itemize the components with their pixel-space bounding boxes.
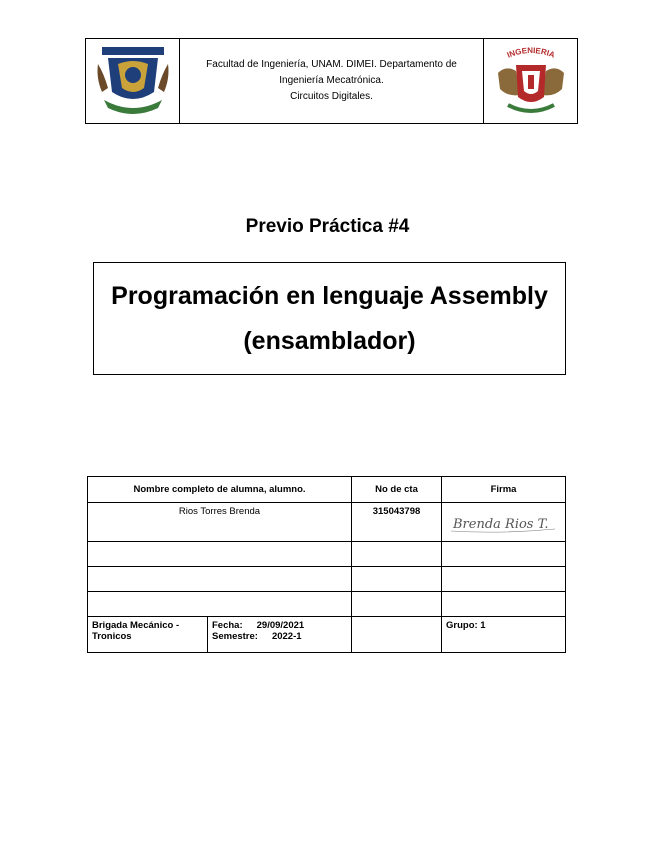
empty-cell (352, 567, 442, 592)
empty-cell (442, 592, 566, 617)
svg-text:Brenda Rios T.: Brenda Rios T. (452, 517, 549, 532)
empty-cell (88, 567, 352, 592)
date-value: 29/09/2021 (256, 620, 305, 631)
header-signature: Firma (442, 477, 566, 503)
title-line-2: (ensamblador) (243, 326, 416, 355)
signature-icon (449, 507, 559, 535)
date-label: Fecha: (212, 620, 243, 631)
header-name: Nombre completo de alumna, alumno. (88, 477, 352, 503)
student-name: Rios Torres Brenda (178, 506, 261, 517)
empty-cell (442, 542, 566, 567)
empty-cell (88, 542, 352, 567)
practice-subtitle: Previo Práctica #4 (245, 216, 410, 237)
title-line-1: Programación en lenguaje Assembly (111, 281, 548, 310)
empty-cell (442, 567, 566, 592)
header-account: No de cta (352, 477, 442, 503)
engineering-logo-cell (483, 39, 577, 123)
unam-seal-icon (94, 44, 172, 118)
table-header-row (88, 477, 566, 503)
account-number-cell (352, 503, 442, 542)
date-semester-cell (208, 617, 352, 653)
group-cell (442, 617, 566, 653)
student-info-table (87, 476, 566, 653)
header-line-1: Facultad de Ingeniería, UNAM. DIMEI. Departamento de (206, 59, 457, 70)
table-row (88, 617, 566, 653)
engineering-seal-icon (492, 43, 570, 119)
table-row (88, 592, 566, 617)
signature-cell (442, 503, 566, 542)
date-row (212, 620, 347, 631)
document-header (85, 38, 578, 124)
empty-cell (88, 592, 352, 617)
empty-cell (352, 542, 442, 567)
signature-image (446, 506, 561, 536)
svg-text:INGENIERIA: INGENIERIA (505, 45, 556, 60)
title-box (93, 262, 566, 375)
table-row (88, 503, 566, 542)
semester-row (212, 631, 347, 642)
table-row (88, 567, 566, 592)
group-text: Grupo: 1 (446, 620, 486, 631)
empty-cell (352, 617, 442, 653)
empty-cell (352, 592, 442, 617)
semester-label: Semestre: (212, 631, 258, 642)
unam-logo-cell (86, 39, 180, 123)
account-number: 315043798 (372, 506, 421, 517)
brigade-cell (88, 617, 208, 653)
header-line-3: Circuitos Digitales. (290, 91, 373, 102)
header-line-2: Ingeniería Mecatrónica. (279, 75, 384, 86)
table-row (88, 542, 566, 567)
semester-value: 2022-1 (271, 631, 302, 642)
student-name-cell (88, 503, 352, 542)
header-text (180, 39, 483, 123)
brigade-text: Brigada Mecánico - Tronicos (92, 620, 180, 642)
